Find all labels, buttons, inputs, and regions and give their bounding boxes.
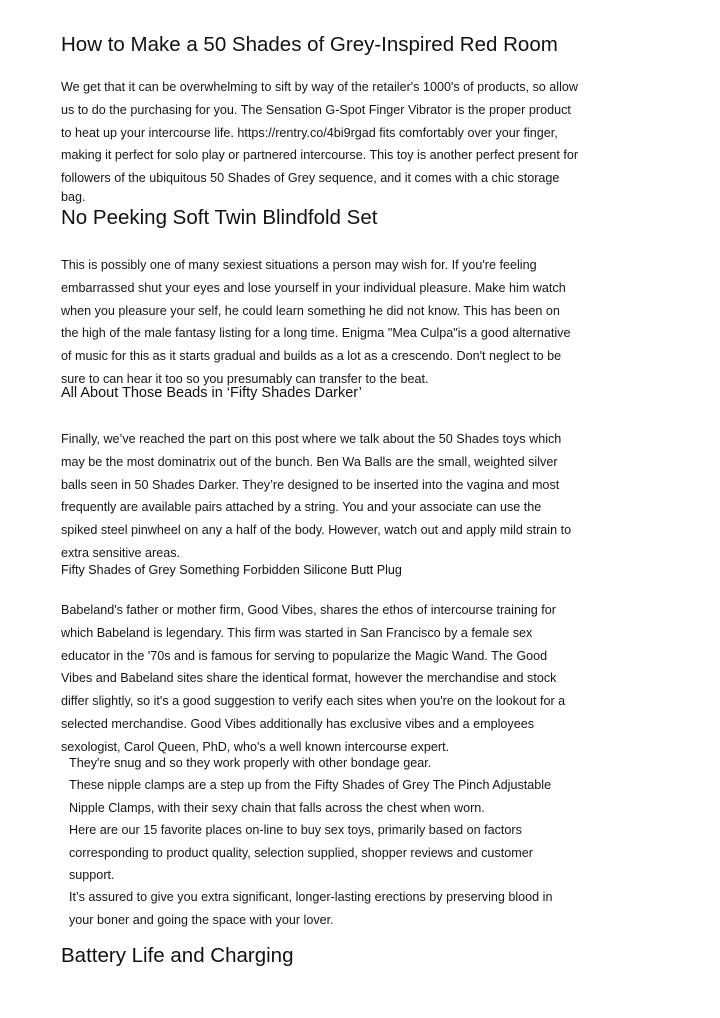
paragraph-line: embarrassed shut your eyes and lose yourself in your individual pleasure. Make him watch [61, 280, 566, 295]
list-item-line: They're snug and so they work properly with other bondage gear. [69, 756, 432, 770]
paragraph-line: us to do the purchasing for you. The Sensation G-Spot Finger Vibrator is the proper product [61, 102, 571, 117]
paragraph-line: Vibes and Babeland sites share the identical format, however the merchandise and stock [61, 671, 557, 686]
paragraph-good-vibes [61, 599, 666, 759]
list-item-line: corresponding to product quality, selection supplied, shopper reviews and customer [69, 845, 533, 860]
paragraph-line: This is possibly one of many sexiest situations a person may wish for. If you're feeling [61, 258, 537, 272]
paragraph-intro [61, 76, 666, 204]
heading-battery: Battery Life and Charging [61, 944, 294, 967]
list-item-line: These nipple clamps are a step up from the Fifty Shades of Grey The Pinch Adjustable [69, 778, 552, 793]
paragraph-line: spiked steel pinwheel on any a half of the body. However, watch out and apply mild strain to [61, 523, 572, 538]
paragraph-line: sexologist, Carol Queen, PhD, who's a well known intercourse expert. [61, 739, 450, 754]
paragraph-line: to heat up your intercourse life. https://rentry.co/4bi9rgad fits comfortably over your finger, [61, 125, 558, 140]
paragraph-line: of music for this as it starts gradual and builds as a lot as a crescendo. Don't neglect to be [61, 349, 562, 364]
bullet-list [61, 752, 661, 931]
list-item-line: support. [69, 868, 115, 883]
paragraph-line: sure to can hear it too so you presumably can transfer to the beat. [61, 371, 429, 386]
paragraph-line: balls seen in 50 Shades Darker. They’re designed to be inserted into the vagina and most [61, 477, 560, 492]
paragraph-line: We get that it can be overwhelming to sift by way of the retailer's 1000's of products, so allow [61, 80, 578, 94]
paragraph-line: Finally, we’ve reached the part on this post where we talk about the 50 Shades toys which [61, 432, 562, 446]
list-item-line: your boner and going the space with your lover. [69, 912, 334, 927]
list-item-line: Here are our 15 favorite places on-line to buy sex toys, primarily based on factors [69, 823, 522, 838]
heading-beads: All About Those Beads in ‘Fifty Shades Darker’ [61, 385, 362, 401]
paragraph-beads [61, 428, 666, 565]
paragraph-line: making it perfect for solo play or partnered intercourse. This toy is another perfect present for [61, 148, 579, 163]
paragraph-blindfold [61, 254, 666, 391]
paragraph-line: extra sensitive areas. [61, 545, 180, 560]
list-item [61, 774, 661, 819]
paragraph-line: bag. [61, 189, 86, 204]
paragraph-line: educator in the '70s and is famous for serving to popularize the Magic Wand. The Good [61, 648, 548, 663]
paragraph-line: followers of the ubiquitous 50 Shades of Grey sequence, and it comes with a chic storage [61, 171, 560, 186]
paragraph-line: when you pleasure your self, he could learn something he did not know. This has been on [61, 303, 560, 318]
paragraph-line: Babeland's father or mother firm, Good Vibes, shares the ethos of intercourse training for [61, 603, 556, 617]
paragraph-line: which Babeland is legendary. This firm was started in San Francisco by a female sex [61, 625, 533, 640]
list-item [61, 819, 661, 886]
paragraph-line: may be the most dominatrix out of the bunch. Ben Wa Balls are the small, weighted silver [61, 454, 558, 469]
heading-butt-plug: Fifty Shades of Grey Something Forbidden Silicone Butt Plug [61, 563, 402, 577]
paragraph-line: the high of the male fantasy listing for a long time. Enigma "Mea Culpa"is a good alternative [61, 326, 571, 341]
heading-blindfold-set: No Peeking Soft Twin Blindfold Set [61, 206, 378, 229]
list-item-line: It’s assured to give you extra significant, longer-lasting erections by preserving blood in [69, 890, 553, 905]
paragraph-line: frequently are available pairs attached by a string. You and your associate can use the [61, 500, 542, 515]
list-item [61, 752, 661, 774]
paragraph-line: selected merchandise. Good Vibes additionally has exclusive vibes and a employees [61, 716, 535, 731]
heading-red-room: How to Make a 50 Shades of Grey-Inspired Red Room [61, 33, 558, 56]
list-item [61, 886, 661, 931]
paragraph-line: differ slightly, so it's a good suggestion to verify each sites when you're on the lookout for a [61, 694, 566, 709]
list-item-line: Nipple Clamps, with their sexy chain that falls across the chest when worn. [69, 800, 485, 815]
